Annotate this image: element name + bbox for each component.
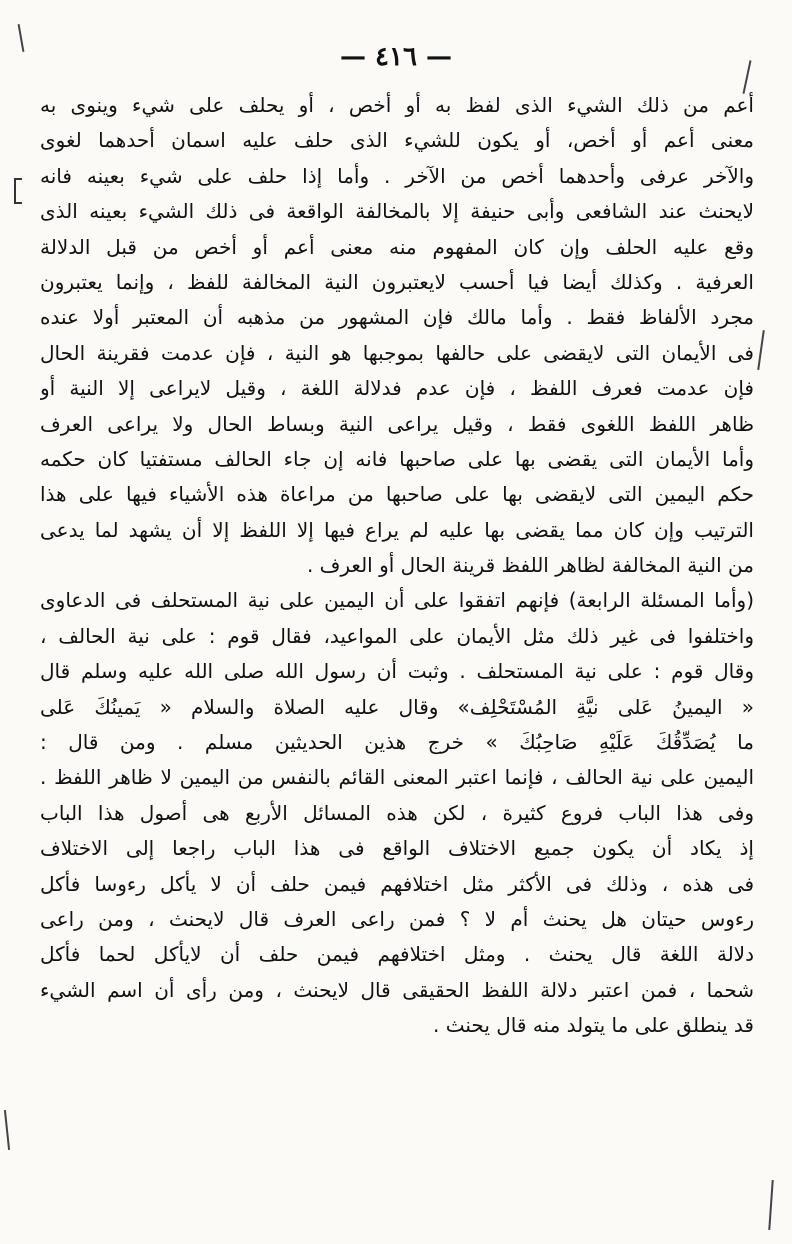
text-line: فى الأيمان التى لايقضى على حالفها بموجبها هو النية ، فإن عدمت فقرينة الحال <box>40 340 754 365</box>
margin-bracket <box>14 178 22 204</box>
text-line: قد ينطلق على ما يتولد منه قال يحنث . <box>433 1013 754 1038</box>
text-line: وأما الأيمان التى يقضى بها على صاحبها فانه إن جاء الحالف مستفتيا كان حكمه <box>40 446 754 471</box>
text-line: دلالة اللغة قال يحنث . ومثل اختلافهم فيمن حلف أن لايأكل لحما فأكل <box>40 942 754 967</box>
hadith-line: « اليمينُ عَلى نيَّةِ المُسْتَحْلِف» وقال عليه الصلاة والسلام « يَمينُكَ عَلى <box>40 694 754 719</box>
text-line: الترتيب وإن كان مما يقضى بها عليه لم يراع فيها إلا اللفظ إلا أن يشهد لما يدعى <box>40 517 754 542</box>
text-line: مجرد الألفاظ فقط . وأما مالك فإن المشهور من مذهبه أن المعتبر أولا عنده <box>40 305 754 330</box>
text-line: رءوس حيتان هل يحنث أم لا ؟ فمن راعى العرف قال لايحنث ، ومن راعى <box>40 906 754 931</box>
text-line: من النية المخالفة لظاهر اللفظ قرينة الحال أو العرف . <box>306 553 754 578</box>
paragraph-2 <box>40 583 754 795</box>
text-line: اليمين على نية الحالف ، فإنما اعتبر المعنى القائم بالنفس من اليمين لا ظاهر اللفظ . <box>40 765 754 790</box>
text-line: وقع عليه الحلف وإن كان المفهوم منه معنى أعم أو أخص من قبل الدلالة <box>40 234 754 259</box>
text-line: فإن عدمت فعرف اللفظ ، فإن عدم فدلالة اللغة ، وقيل لايراعى إلا النية أو <box>40 376 754 401</box>
margin-scan-mark <box>4 1110 10 1150</box>
text-line: واختلفوا فى غير ذلك مثل الأيمان على المواعيد، فقال قوم : على نية الحالف ، <box>40 623 754 648</box>
text-line: (وأما المسئلة الرابعة) فإنهم اتفقوا على أن اليمين على نية المستحلف فى الدعاوى <box>40 588 754 613</box>
text-line: إذ يكاد أن يكون جميع الاختلاف الواقع فى هذا الباب راجعا إلى الاختلاف <box>40 836 754 861</box>
text-line: لايحنث عند الشافعى وأبى حنيفة إلا بالمخالفة الواقعة فى ذلك الشيء بعينه الذى <box>40 199 754 224</box>
text-line: حكم اليمين التى لايقضى بها على صاحبها من مراعاة هذه الأشياء فيها على هذا <box>40 482 754 507</box>
text-line: أعم من ذلك الشيء الذى لفظ به أو أخص ، أو يحلف على شيء وينوى به <box>40 93 754 117</box>
text-line: معنى أعم أو أخص، أو يكون للشيء الذى حلف عليه اسمان أحدهما لغوى <box>40 128 754 153</box>
text-line: ظاهر اللفظ اللغوى فقط ، وقيل يراعى النية وبساط الحال ولا يراعى العرف <box>40 411 754 436</box>
hadith-line: ما يُصَدِّقُكَ عَلَيْهِ صَاحِبُكَ » خرج هذين الحديثين مسلم . ومن قال : <box>40 730 754 755</box>
paragraph-1 <box>40 88 754 583</box>
paragraph-3 <box>40 796 754 1044</box>
margin-scan-mark <box>757 330 764 370</box>
text-line: شحما ، فمن اعتبر دلالة اللفظ الحقيقى قال لايحنث ، ومن رأى أن اسم الشيء <box>40 977 754 1002</box>
page-body <box>40 88 754 1044</box>
text-line: وقال قوم : على نية المستحلف . وثبت أن رسول الله صلى الله عليه وسلم قال <box>40 659 754 684</box>
text-line: فى هذه ، وذلك فى الأكثر مثل اختلافهم فيمن حلف أن لا يأكل رءوسا فأكل <box>40 871 754 896</box>
text-line: والآخر عرفى وأحدهما أخص من الآخر . وأما إذا حلف على شيء بعينه فانه <box>40 163 754 188</box>
margin-scan-mark <box>768 1180 773 1230</box>
page-number: — ٤١٦ — <box>339 42 453 72</box>
text-line: العرفية . وكذلك أيضا فيا أحسب لايعتبرون النية المخالفة للفظ ، وإنما يعتبرون <box>40 269 754 294</box>
text-line: وفى هذا الباب فروع كثيرة ، لكن هذه المسائل الأربع هى أصول هذا الباب <box>40 800 754 825</box>
